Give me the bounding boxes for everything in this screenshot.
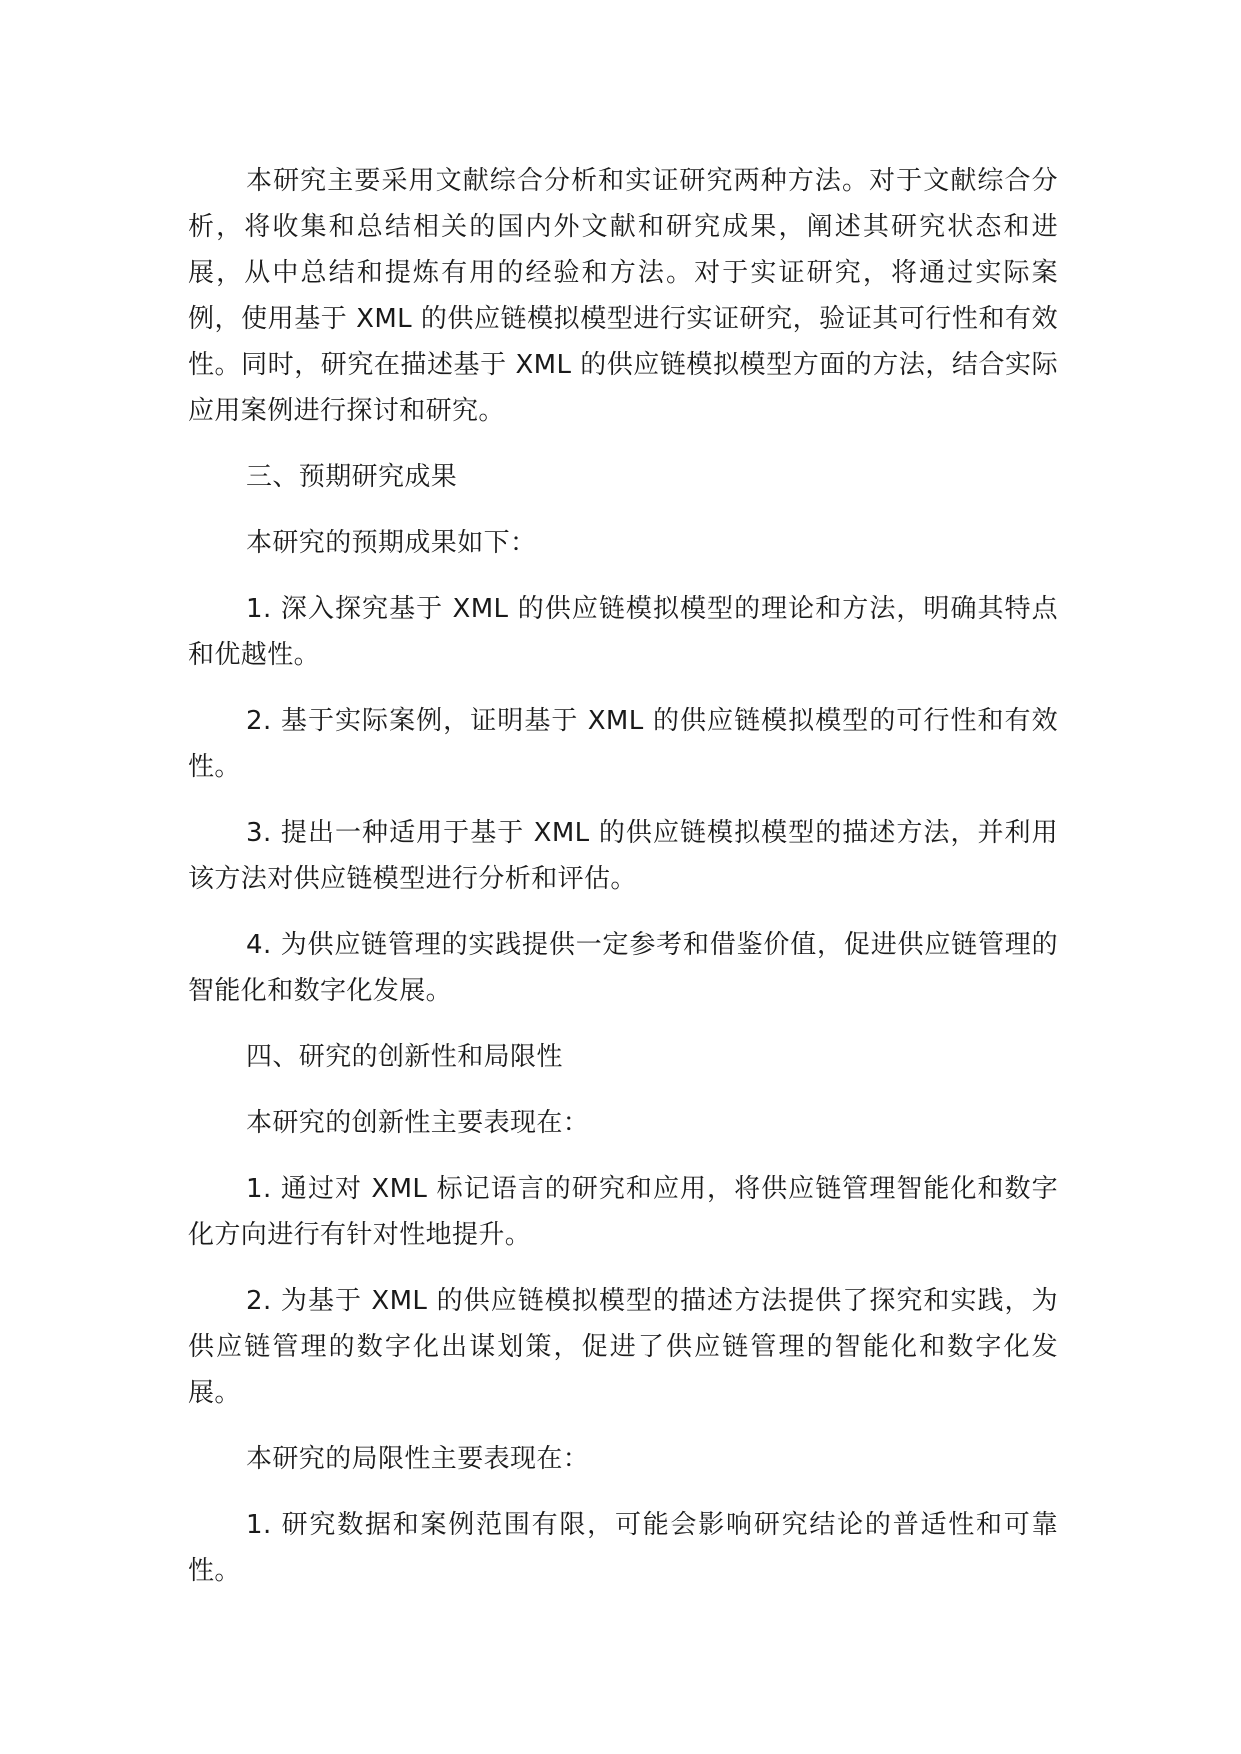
expected-result-item-3: 3. 提出一种适用于基于 XML 的供应链模拟模型的描述方法，并利用该方法对供应链模型进行分析和评估。 [188, 818, 1058, 894]
limitations-intro: 本研究的局限性主要表现在： [246, 1444, 590, 1474]
expected-result-item-4: 4. 为供应链管理的实践提供一定参考和借鉴价值，促进供应链管理的智能化和数字化发展。 [188, 930, 1058, 1006]
document-page [188, 158, 1058, 1614]
expected-results-intro: 本研究的预期成果如下： [246, 528, 537, 558]
limitation-item-1: 1. 研究数据和案例范围有限，可能会影响研究结论的普适性和可靠性。 [188, 1510, 1058, 1586]
methods-paragraph: 本研究主要采用文献综合分析和实证研究两种方法。对于文献综合分析，将收集和总结相关的国内外文献和研究成果，阐述其研究状态和进展，从中总结和提炼有用的经验和方法。对于实证研究，将通过实际案例，使用基于 XML 的供应链模拟模型进行实证研究，验证其可行性和有效性。同时，研究在描述基于 XML 的供应链模拟模型方面的方法，结合实际应用案例进行探讨和研究。 [188, 166, 1058, 426]
innovation-item-1: 1. 通过对 XML 标记语言的研究和应用，将供应链管理智能化和数字化方向进行有针对性地提升。 [188, 1174, 1058, 1250]
expected-result-item-1: 1. 深入探究基于 XML 的供应链模拟模型的理论和方法，明确其特点和优越性。 [188, 594, 1058, 670]
section-heading-expected-results: 三、预期研究成果 [246, 462, 458, 492]
innovation-intro: 本研究的创新性主要表现在： [246, 1108, 590, 1138]
expected-result-item-2: 2. 基于实际案例，证明基于 XML 的供应链模拟模型的可行性和有效性。 [188, 706, 1058, 782]
innovation-item-2: 2. 为基于 XML 的供应链模拟模型的描述方法提供了探究和实践，为供应链管理的数字化出谋划策，促进了供应链管理的智能化和数字化发展。 [188, 1286, 1058, 1408]
section-heading-innovation-limitations: 四、研究的创新性和局限性 [246, 1042, 563, 1072]
